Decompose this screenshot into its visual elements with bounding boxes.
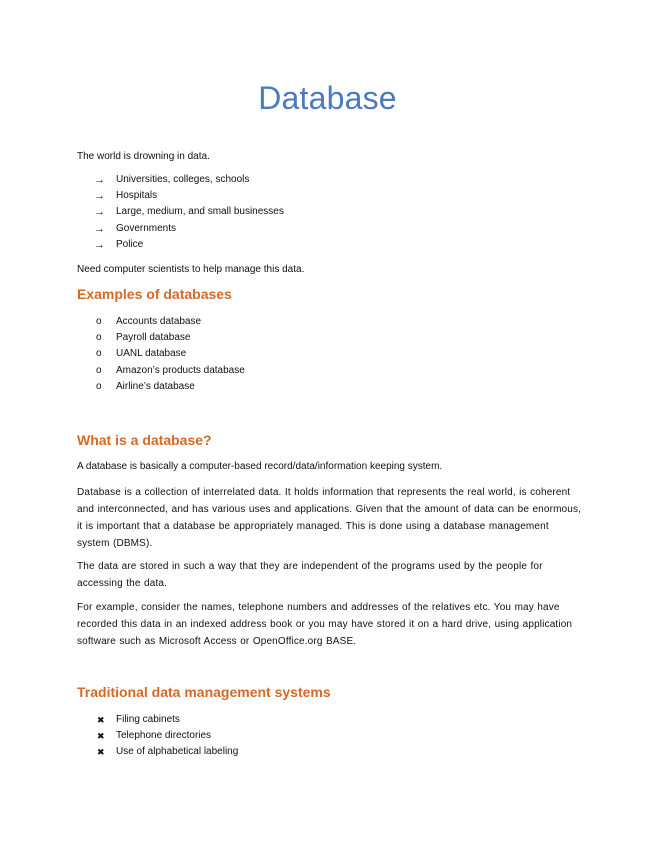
circle-bullet-icon: o	[96, 364, 102, 376]
description-paragraph: Database is a collection of interrelated data. It holds information that represents the real world, is coherent and interconnected, and has various uses and applications. Given that the amount of data can be enormous, it is important that a database be appropriately managed. This is done using a database management system (DBMS).	[77, 487, 582, 549]
section-heading-traditional: Traditional data management systems	[77, 684, 331, 700]
arrow-icon: →	[94, 174, 105, 186]
list-item	[94, 712, 238, 728]
list-item-text: Airline’s database	[116, 380, 195, 392]
list-item-text: Accounts database	[116, 316, 202, 327]
circle-bullet-icon: o	[96, 316, 102, 327]
list-item	[94, 744, 238, 760]
list-item	[94, 237, 284, 253]
example-paragraph: For example, consider the names, telephone numbers and addresses of the relatives etc. You may have recorded this data in an indexed address book or you may have stored it on a hard drive, using application software such as Microsoft Access or OpenOffice.org BASE.	[77, 602, 573, 647]
list-item-text: Use of alphabetical labeling	[116, 746, 239, 758]
list-item-text: Universities, colleges, schools	[116, 174, 250, 185]
list-item-text: UANL database	[116, 348, 187, 360]
independence-paragraph: The data are stored in such a way that they are independent of the programs used by the people for accessing the data.	[77, 561, 543, 589]
x-mark-icon: ✖	[97, 715, 105, 725]
circle-bullet-icon: o	[96, 348, 102, 360]
list-item-text: Hospitals	[116, 190, 158, 202]
list-item	[94, 204, 284, 220]
list-item	[94, 330, 245, 346]
examples-list	[94, 314, 245, 395]
arrow-icon: →	[94, 238, 105, 251]
arrow-icon: →	[94, 206, 105, 219]
need-text: Need computer scientists to help manage this data.	[77, 264, 305, 275]
list-item	[94, 346, 245, 362]
data-sources-list	[94, 172, 284, 253]
circle-bullet-icon: o	[96, 332, 102, 344]
intro-text: The world is drowning in data.	[77, 151, 210, 162]
section-heading-examples: Examples of databases	[77, 286, 232, 302]
list-item-text: Governments	[116, 222, 177, 234]
definition-text: A database is basically a computer-based record/data/information keeping system.	[77, 461, 443, 472]
list-item-text: Large, medium, and small businesses	[116, 206, 284, 218]
circle-bullet-icon: o	[96, 380, 102, 392]
list-item	[94, 314, 245, 330]
page-title: Database	[258, 80, 397, 116]
list-item	[94, 363, 245, 379]
list-item	[94, 172, 284, 188]
list-item-text: Telephone directories	[116, 730, 212, 742]
arrow-icon: →	[94, 222, 105, 235]
section-heading-what-is: What is a database?	[77, 432, 212, 448]
list-item	[94, 379, 245, 395]
x-mark-icon: ✖	[97, 731, 105, 742]
list-item-text: Payroll database	[116, 332, 191, 344]
list-item	[94, 188, 284, 204]
traditional-list	[94, 712, 238, 761]
list-item-text: Police	[116, 238, 144, 250]
x-mark-icon: ✖	[97, 747, 105, 758]
list-item-text: Filing cabinets	[116, 714, 180, 725]
list-item	[94, 728, 238, 744]
list-item-text: Amazon’s products database	[116, 364, 245, 376]
list-item	[94, 221, 284, 237]
arrow-icon: →	[94, 190, 105, 203]
